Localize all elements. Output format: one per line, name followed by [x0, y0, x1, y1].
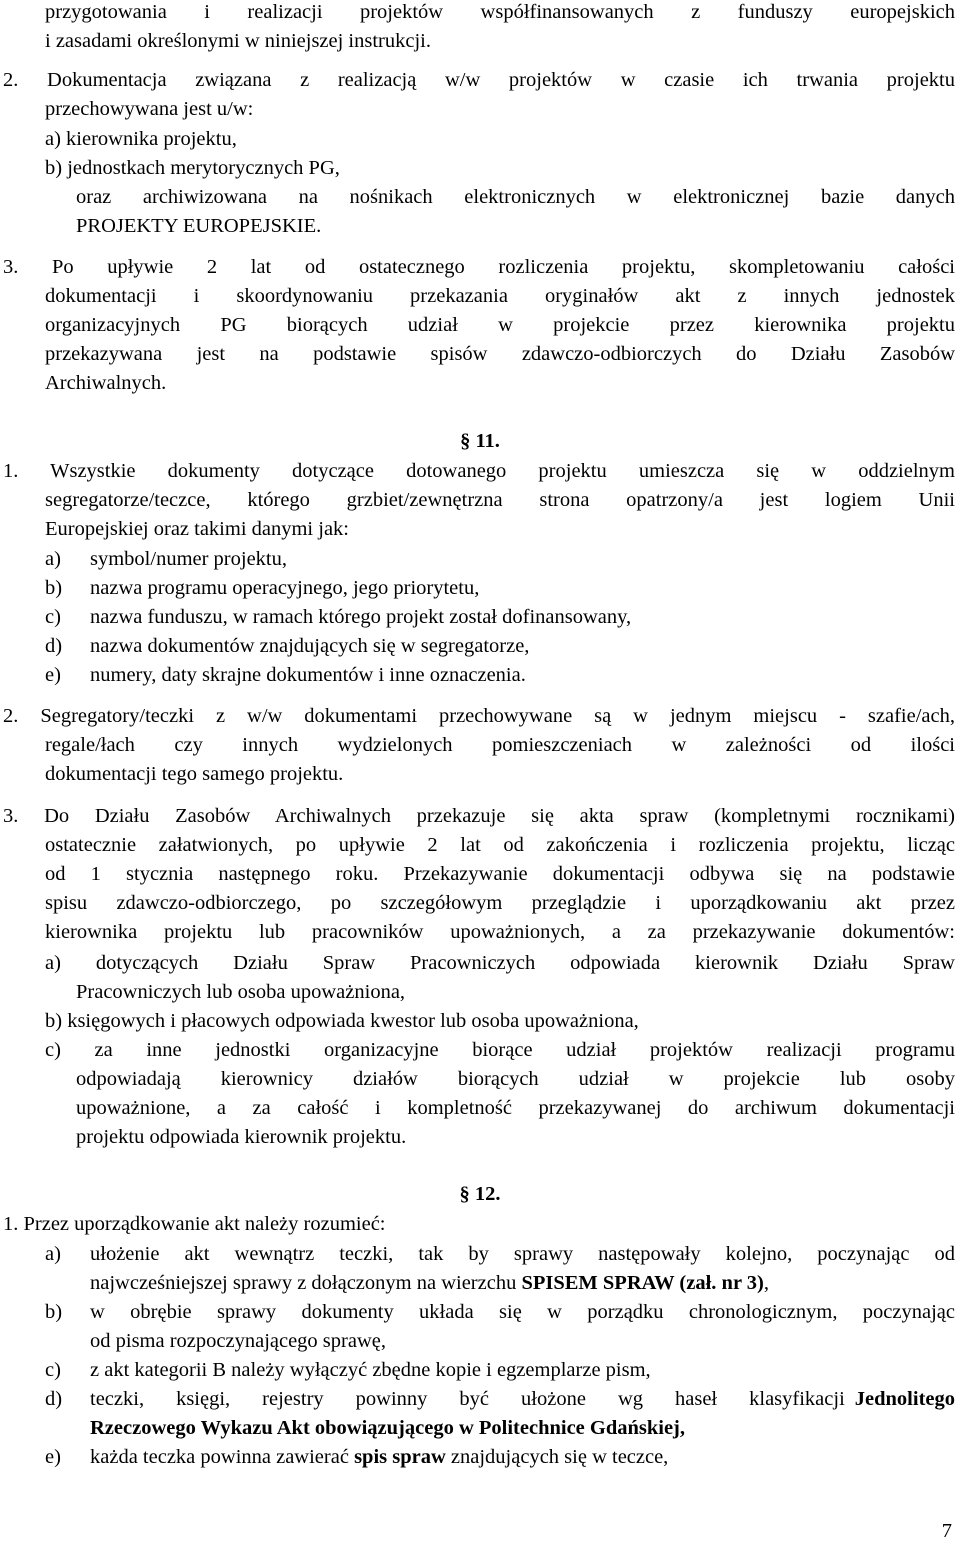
text-line: dokumentacji i skoordynowaniu przekazania oryginałów akt z innych jednostek — [45, 285, 955, 307]
page-number: 7 — [941, 1520, 952, 1542]
text-line: projektu odpowiada kierownik projektu. — [76, 1126, 407, 1148]
list-item-text: nazwa dokumentów znajdujących się w segregatorze, — [90, 635, 530, 657]
text-line: a) kierownika projektu, — [45, 128, 237, 150]
text-line: 3. Po upływie 2 lat od ostatecznego rozliczenia projektu, skompletowaniu całości — [3, 256, 955, 278]
text-line: 2. Dokumentacja związana z realizacją w/w projektów w czasie ich trwania projektu — [3, 69, 955, 91]
text-line: kierownika projektu lub pracowników upoważnionych, a za przekazywanie dokumentów: — [45, 921, 955, 943]
text-line: przekazywana jest na podstawie spisów zdawczo-odbiorczych do Działu Zasobów — [45, 343, 955, 365]
list-item-text: każda teczka powinna zawierać spis spraw znajdujących się w teczce, — [90, 1446, 669, 1468]
list-item-text: w obrębie sprawy dokumenty układa się w porządku chronologicznym, poczynając — [90, 1301, 955, 1323]
text-line: organizacyjnych PG biorących udział w projekcie przez kierownika projektu — [45, 314, 955, 336]
section-heading: § 12. — [459, 1183, 501, 1205]
list-item-text: symbol/numer projektu, — [90, 548, 288, 570]
text-line: b) księgowych i płacowych odpowiada kwestor lub osoba upoważniona, — [45, 1010, 639, 1032]
text-line: i zasadami określonymi w niniejszej instrukcji. — [45, 30, 431, 52]
text-line: Pracowniczych lub osoba upoważniona, — [76, 981, 406, 1003]
list-item-text: ułożenie akt wewnątrz teczki, tak by sprawy następowały kolejno, poczynając od — [90, 1243, 955, 1265]
text-line: oraz archiwizowana na nośnikach elektronicznych w elektronicznej bazie danych — [76, 186, 955, 208]
list-item-text: Rzeczowego Wykazu Akt obowiązującego w Politechnice Gdańskiej, — [90, 1417, 686, 1439]
text-line: Archiwalnych. — [45, 372, 167, 394]
text-line: 2. Segregatory/teczki z w/w dokumentami przechowywane są w jednym miejscu - szafie/ach, — [3, 705, 955, 727]
text-line: od 1 stycznia następnego roku. Przekazywanie dokumentacji odbywa się na podstawie — [45, 863, 955, 885]
text-line: Europejskiej oraz takimi danymi jak: — [45, 518, 349, 540]
text-line: a) dotyczących Działu Spraw Pracowniczych odpowiada kierownik Działu Spraw — [45, 952, 955, 974]
text-line: 3. Do Działu Zasobów Archiwalnych przekazuje się akta spraw (kompletnymi rocznikami) — [3, 805, 955, 827]
text-line: b) jednostkach merytorycznych PG, — [45, 157, 340, 179]
text-line: upoważnione, a za całość i kompletność przekazywanej do archiwum dokumentacji — [76, 1097, 955, 1119]
text-line: przygotowania i realizacji projektów współfinansowanych z funduszy europejskich — [45, 1, 955, 23]
text-line: 1. Przez uporządkowanie akt należy rozumieć: — [3, 1213, 386, 1235]
text-line: c) za inne jednostki organizacyjne biorące udział projektów realizacji programu — [45, 1039, 955, 1061]
list-item-text: numery, daty skrajne dokumentów i inne oznaczenia. — [90, 664, 526, 686]
list-item-text: nazwa funduszu, w ramach którego projekt został dofinansowany, — [90, 606, 632, 628]
list-item-text: nazwa programu operacyjnego, jego priorytetu, — [90, 577, 480, 599]
list-item-text: od pisma rozpoczynającego sprawę, — [90, 1330, 386, 1352]
list-item-text: najwcześniejszej sprawy z dołączonym na wierzchu SPISEM SPRAW (zał. nr 3), — [90, 1272, 769, 1294]
text-line: segregatorze/teczce, którego grzbiet/zewnętrzna strona opatrzony/a jest logiem Unii — [45, 489, 955, 511]
section-heading: § 11. — [460, 430, 500, 452]
list-item-text: teczki, księgi, rejestry powinny być ułożone wg haseł klasyfikacji Jednolitego — [90, 1388, 955, 1410]
text-line: odpowiadają kierownicy działów biorących udział w projekcie lub osoby — [76, 1068, 955, 1090]
text-line: ostatecznie załatwionych, po upływie 2 lat od zakończenia i rozliczenia projektu, licząc — [45, 834, 955, 856]
text-line: PROJEKTY EUROPEJSKIE. — [76, 215, 322, 237]
text-line: przechowywana jest u/w: — [45, 98, 254, 120]
text-line: 1. Wszystkie dokumenty dotyczące dotowanego projektu umieszcza się w oddzielnym — [3, 460, 955, 482]
text-line: dokumentacji tego samego projektu. — [45, 763, 344, 785]
text-line: spisu zdawczo-odbiorczego, po szczegółowym przeglądzie i uporządkowaniu akt przez — [45, 892, 955, 914]
text-line: regale/łach czy innych wydzielonych pomieszczeniach w zależności od ilości — [45, 734, 955, 756]
list-item-text: z akt kategorii B należy wyłączyć zbędne kopie i egzemplarze pism, — [90, 1359, 651, 1381]
